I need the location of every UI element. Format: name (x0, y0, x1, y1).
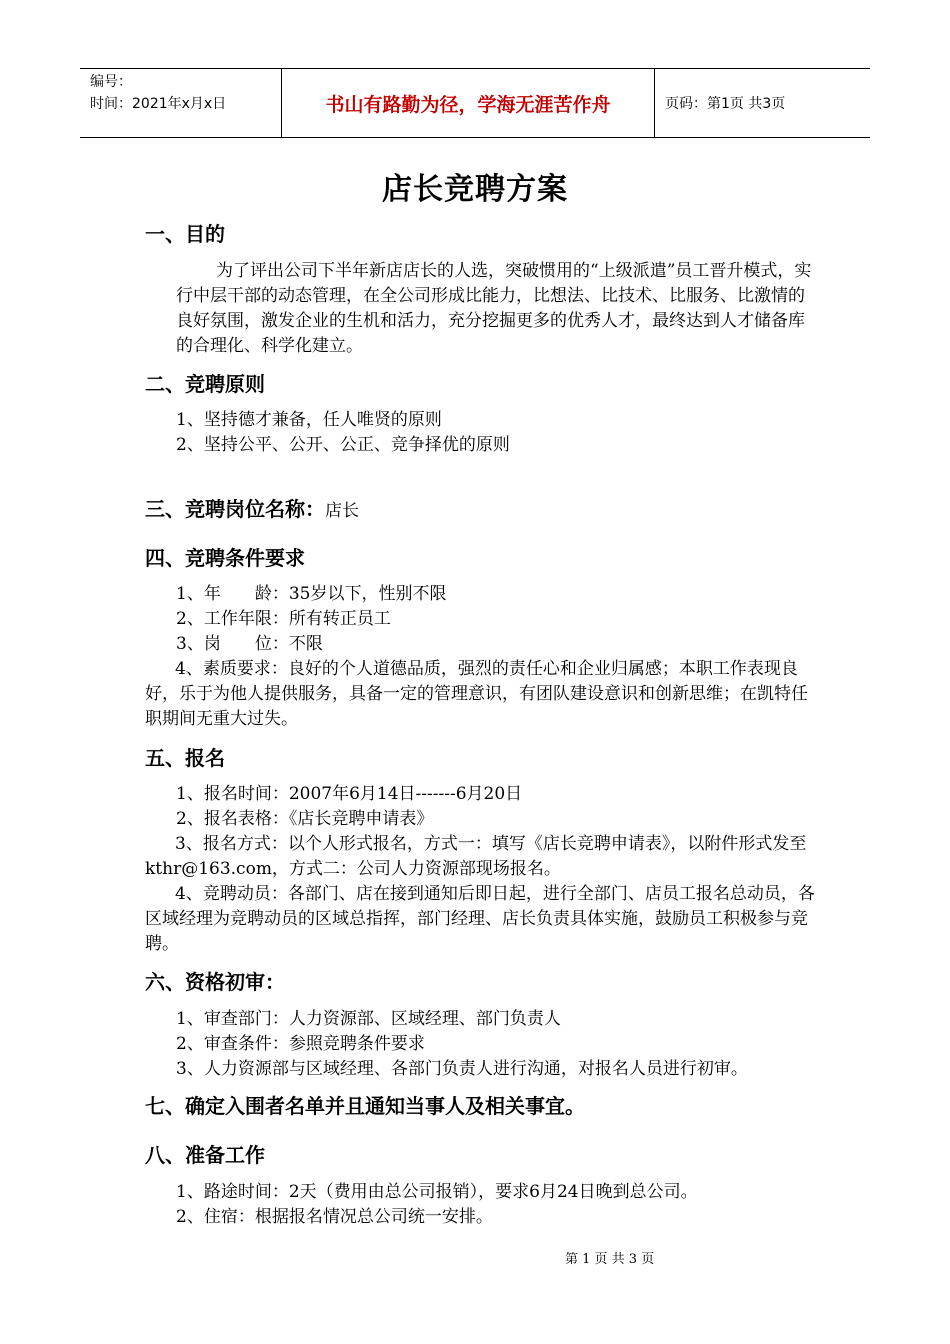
registration-method-paragraph: 3、报名方式：以个人形式报名，方式一：填写《店长竞聘申请表》，以附件形式发至kthr@163.com，方式二：公司人力资源部现场报名。 (145, 834, 807, 879)
section-heading-requirements: 四、竞聘条件要求 (145, 546, 305, 570)
time-label: 时间：2021年x月x日 (90, 96, 227, 112)
section-heading-registration: 五、报名 (145, 746, 225, 770)
principle-item: 1、坚持德才兼备，任人唯贤的原则 (176, 410, 442, 430)
principle-item: 2、坚持公平、公开、公正、竞争择优的原则 (176, 435, 510, 455)
qualification-item: 1、审查部门：人力资源部、区域经理、部门负责人 (176, 1009, 561, 1029)
position-value: 店长 (325, 501, 359, 521)
section-heading-qualification: 六、资格初审： (145, 970, 285, 994)
page-footer: 第 1 页 共 3 页 (565, 1252, 655, 1267)
header-page-label: 页码：第1页 共3页 (665, 96, 786, 112)
requirement-item: 1、年 龄：35岁以下，性别不限 (176, 584, 447, 604)
section-heading-preparation: 八、准备工作 (145, 1143, 265, 1167)
preparation-item: 2、住宿：根据报名情况总公司统一安排。 (176, 1207, 493, 1227)
requirement-item: 2、工作年限：所有转正员工 (176, 609, 391, 629)
section-heading-shortlist: 七、确定入围者名单并且通知当事人及相关事宜。 (145, 1094, 585, 1118)
section-heading-purpose: 一、目的 (145, 222, 225, 246)
qualification-item: 3、人力资源部与区域经理、各部门负责人进行沟通，对报名人员进行初审。 (176, 1059, 748, 1079)
header-meta (80, 69, 280, 137)
purpose-paragraph: 为了评出公司下半年新店店长的人选，突破惯用的“上级派遣”员工晋升模式，实行中层干部的动态管理，在全公司形成比能力，比想法、比技术、比服务、比激情的良好氛围，激发企业的生机和活力，充分挖掘更多的优秀人才，最终达到人才储备库的合理化、科学化建立。 (176, 261, 812, 356)
qualification-item: 2、审查条件：参照竞聘条件要求 (176, 1034, 425, 1054)
number-label: 编号： (90, 74, 132, 90)
registration-item: 1、报名时间：2007年6月14日-------6月20日 (176, 784, 523, 804)
header-motto: 书山有路勤为径，学海无涯苦作舟 (281, 69, 655, 137)
preparation-item: 1、路途时间：2天（费用由总公司报销），要求6月24日晚到总公司。 (176, 1182, 698, 1202)
position-heading-text: 三、竞聘岗位名称： (145, 497, 325, 521)
document-title: 店长竞聘方案 (382, 172, 568, 207)
section-heading-position (145, 495, 359, 525)
requirement-item: 3、岗 位：不限 (176, 634, 323, 654)
header-table (80, 68, 870, 138)
registration-mobilize-paragraph: 4、竞聘动员：各部门、店在接到通知后即日起，进行全部门、店员工报名总动员，各区域经理为竞聘动员的区域总指挥，部门经理、店长负责具体实施，鼓励员工积极参与竞聘。 (145, 884, 815, 954)
section-heading-principles: 二、竞聘原则 (145, 372, 265, 396)
quality-requirement-paragraph: 4、素质要求：良好的个人道德品质，强烈的责任心和企业归属感；本职工作表现良好，乐于为他人提供服务，具备一定的管理意识，有团队建设意识和创新思维；在凯特任职期间无重大过失。 (145, 659, 808, 729)
registration-item: 2、报名表格：《店长竞聘申请表》 (176, 809, 434, 829)
